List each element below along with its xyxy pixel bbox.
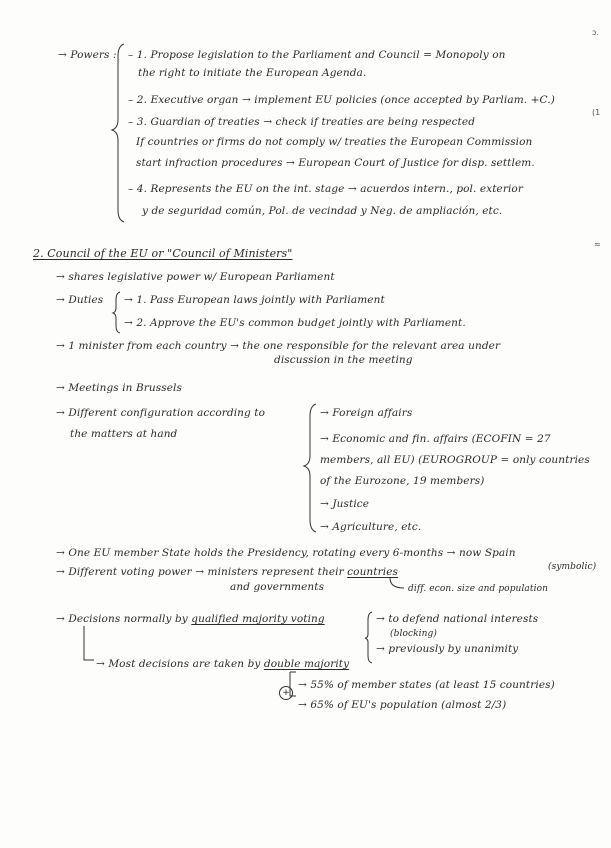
voting-note: diff. econ. size and population [408,584,549,594]
duty-1: → 1. Pass European laws jointly with Parliament [124,294,385,306]
power-item-1b: the right to initiate the European Agenda. [138,67,367,79]
presidency-note: (symbolic) [548,562,597,572]
reason-2: → previously by unanimity [376,643,519,655]
decisions-text: → Decisions normally by [56,613,192,625]
decisions-hook [84,626,94,660]
config-item-agriculture: → Agriculture, etc. [320,521,422,533]
countries-curve [390,578,404,588]
minister-line-1: → 1 minister from each country → the one responsible for the relevant area under [56,340,501,352]
config-item-foreign: → Foreign affairs [320,407,413,419]
config-brace [304,404,316,532]
voting-line-1 [56,565,398,579]
config-item-economic-3: of the Eurozone, 19 members) [320,475,485,487]
config-line-2: the matters at hand [70,428,178,440]
duties-brace [113,292,120,333]
power-item-1a: – 1. Propose legislation to the Parliament and Council = Monopoly on [128,49,506,61]
config-line-1: → Different configuration according to [56,407,266,419]
margin-mark-1: ɔ. [592,28,599,37]
qualified-majority: qualified majority voting [191,613,325,625]
margin-mark-2: (1 [592,108,601,117]
double-majority-line [96,657,349,671]
margin-mark-3: ≈ [594,240,601,249]
powers-brace [112,44,124,222]
power-item-3a: – 3. Guardian of treaties → check if treaties are being respected [128,116,476,128]
double-item-states: → 55% of member states (at least 15 countries) [298,679,555,691]
voting-line-1-text: → Different voting power → ministers represent their [56,566,348,578]
duties-label: → Duties [56,294,104,306]
double-item-population: → 65% of EU's population (almost 2/3) [298,699,507,711]
power-item-4a: – 4. Represents the EU on the int. stage → acuerdos intern., pol. exterior [128,183,523,195]
reason-1: → to defend national interests [376,613,539,625]
power-item-3c: start infraction procedures → European Court of Justice for disp. settlem. [136,157,535,169]
council-title: 2. Council of the EU or "Council of Ministers" [33,247,293,260]
power-item-2: – 2. Executive organ → implement EU policies (once accepted by Parliam. +C.) [128,94,555,106]
meetings: → Meetings in Brussels [56,382,182,394]
double-majority-text: → Most decisions are taken by [96,658,264,670]
presidency: → One EU member State holds the Presidency, rotating every 6-months → now Spain [56,547,516,559]
duty-2: → 2. Approve the EU's common budget jointly with Parliament. [124,317,466,329]
config-item-justice: → Justice [320,498,370,510]
voting-countries: countries [347,566,398,578]
voting-line-2: and governments [230,581,325,593]
power-item-3b: If countries or firms do not comply w/ treaties the European Commission [136,136,533,148]
reason-1-note: (blocking) [390,629,438,639]
council-shares: → shares legislative power w/ European Parliament [56,271,335,283]
plus-circle-icon: + [279,686,293,700]
double-majority: double majority [263,658,350,670]
reasons-brace [365,612,372,663]
minister-line-2: discussion in the meeting [274,354,413,366]
decisions-line [56,612,325,626]
config-item-economic: → Economic and fin. affairs (ECOFIN = 27 [320,433,551,445]
config-item-economic-2: members, all EU) (EUROGROUP = only countries [320,454,590,466]
power-item-4b: y de seguridad común, Pol. de vecindad y Neg. de ampliación, etc. [142,205,503,217]
powers-label: → Powers : [58,49,117,61]
